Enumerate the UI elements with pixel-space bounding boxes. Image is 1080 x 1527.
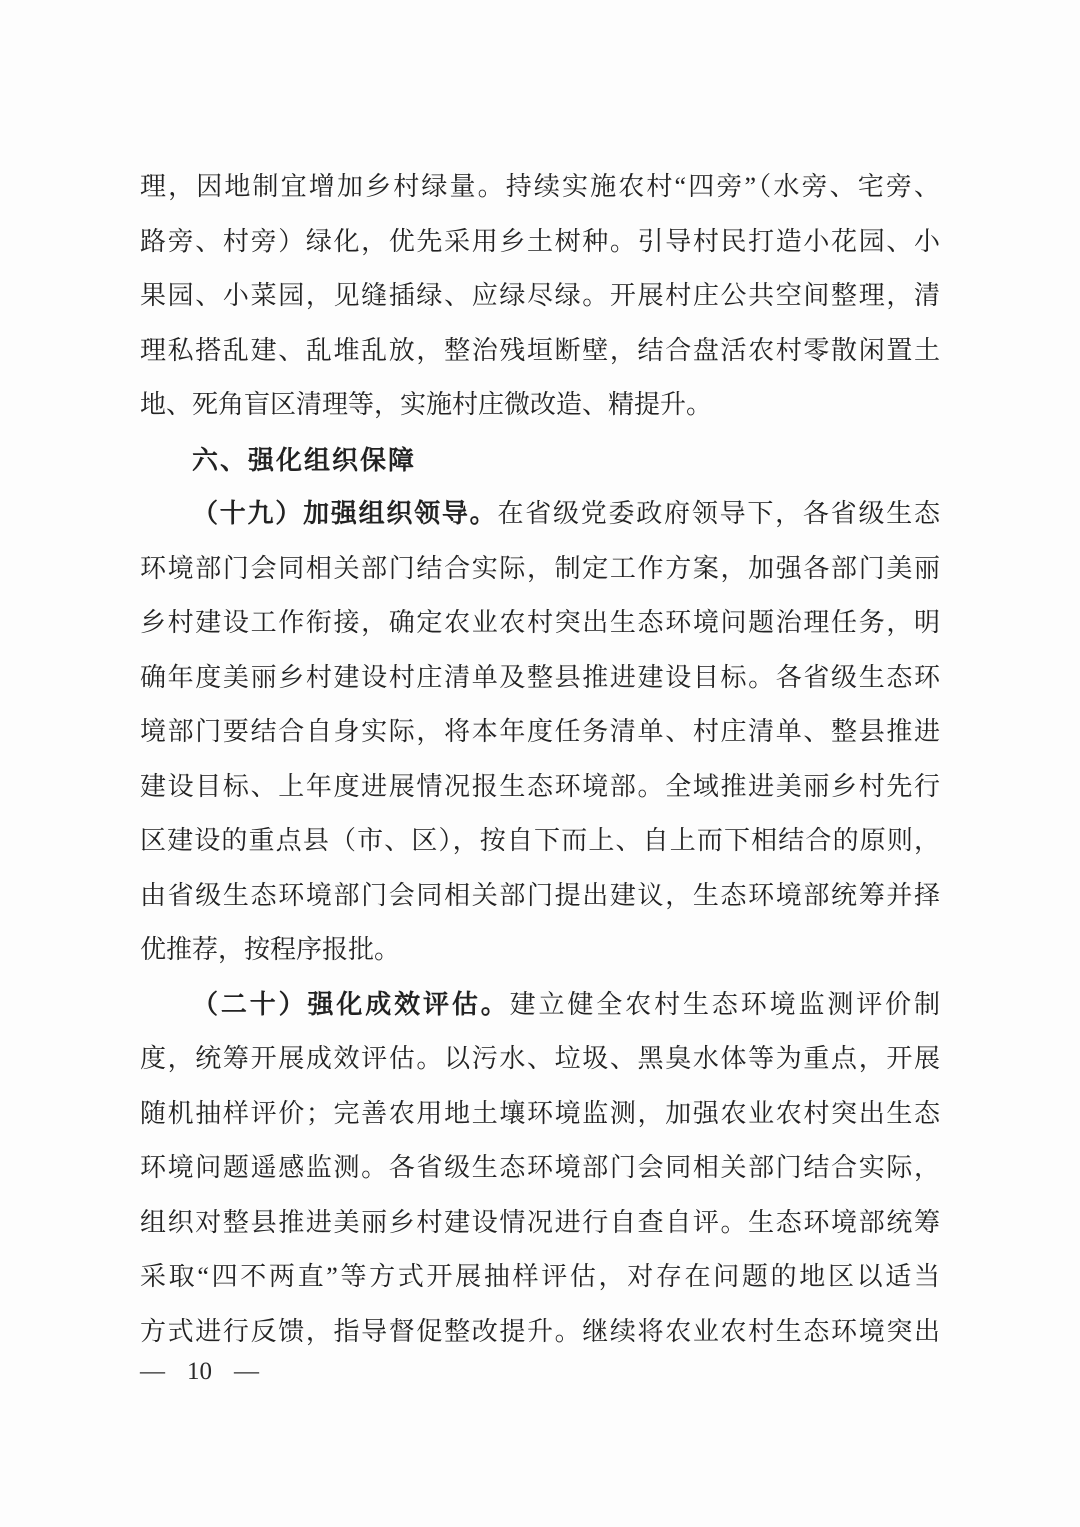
text-line bbox=[140, 978, 940, 1033]
clause-title: （二十）强化成效评估。 bbox=[192, 989, 510, 1019]
line-text: 优推荐，按程序报批。 bbox=[140, 935, 401, 964]
line-text: 建设目标、上年度进展情况报生态环境部。全域推进美丽乡村先行 bbox=[140, 771, 940, 801]
line-text: 方式进行反馈，指导督促整改提升。继续将农业农村生态环境突出 bbox=[140, 1316, 940, 1346]
line-text: 环境部门会同相关部门结合实际，制定工作方案，加强各部门美丽 bbox=[140, 553, 940, 583]
text-line bbox=[140, 215, 940, 270]
line-text: 六、强化组织保障 bbox=[192, 444, 417, 475]
line-text: 理，因地制宜增加乡村绿量。持续实施农村“四旁”（水旁、宅旁、 bbox=[140, 172, 940, 201]
text-line bbox=[140, 814, 940, 869]
page-footer bbox=[140, 1356, 259, 1388]
line-text: 采取“四不两直”等方式开展抽样评估，对存在问题的地区以适当 bbox=[140, 1262, 940, 1291]
line-text: 理私搭乱建、乱堆乱放，整治残垣断壁，结合盘活农村零散闲置土 bbox=[140, 335, 940, 365]
line-text: 境部门要结合自身实际，将本年度任务清单、村庄清单、整县推进 bbox=[140, 717, 940, 746]
line-text: 组织对整县推进美丽乡村建设情况进行自查自评。生态环境部统筹 bbox=[140, 1207, 940, 1237]
text-line bbox=[140, 760, 940, 815]
text-line bbox=[140, 1087, 940, 1142]
line-text: 果园、小菜园，见缝插绿、应绿尽绿。开展村庄公共空间整理，清 bbox=[140, 281, 940, 310]
line-text: 在省级党委政府领导下，各省级生态 bbox=[497, 499, 940, 528]
line-text: 乡村建设工作衔接，确定农业农村突出生态环境问题治理任务，明 bbox=[140, 608, 940, 637]
text-line bbox=[140, 596, 940, 651]
line-text: 建立健全农村生态环境监测评价制 bbox=[509, 989, 940, 1019]
line-text: 由省级生态环境部门会同相关部门提出建议，生态环境部统筹并择 bbox=[140, 880, 940, 910]
text-line bbox=[140, 1196, 940, 1251]
text-line bbox=[140, 869, 940, 924]
text-line bbox=[140, 705, 940, 760]
line-text: 环境问题遥感监测。各省级生态环境部门会同相关部门结合实际， bbox=[140, 1153, 940, 1182]
text-line bbox=[140, 542, 940, 597]
line-text: 区建设的重点县（市、区），按自下而上、自上而下相结合的原则， bbox=[140, 826, 940, 855]
text-line bbox=[140, 1250, 940, 1305]
footer-dash-left: — bbox=[140, 1358, 165, 1385]
section-heading bbox=[140, 433, 940, 488]
line-text: 度，统筹开展成效评估。以污水、垃圾、黑臭水体等为重点，开展 bbox=[140, 1044, 940, 1073]
text-line bbox=[140, 651, 940, 706]
text-line bbox=[140, 1305, 940, 1360]
line-text: 随机抽样评价；完善农用地土壤环境监测，加强农业农村突出生态 bbox=[140, 1098, 940, 1128]
text-line bbox=[140, 1141, 940, 1196]
line-text: 确年度美丽乡村建设村庄清单及整县推进建设目标。各省级生态环 bbox=[140, 662, 940, 692]
text-line bbox=[140, 487, 940, 542]
text-line bbox=[140, 1032, 940, 1087]
text-line bbox=[140, 923, 940, 978]
page-number: 10 bbox=[187, 1358, 212, 1385]
line-text: 地、死角盲区清理等，实施村庄微改造、精提升。 bbox=[140, 390, 713, 419]
document-body bbox=[140, 160, 940, 1359]
footer-dash-right: — bbox=[234, 1358, 259, 1385]
text-line bbox=[140, 269, 940, 324]
text-line bbox=[140, 324, 940, 379]
text-line bbox=[140, 160, 940, 215]
text-line bbox=[140, 378, 940, 433]
clause-title: （十九）加强组织领导。 bbox=[192, 499, 498, 528]
line-text: 路旁、村旁）绿化，优先采用乡土树种。引导村民打造小花园、小 bbox=[140, 226, 940, 256]
